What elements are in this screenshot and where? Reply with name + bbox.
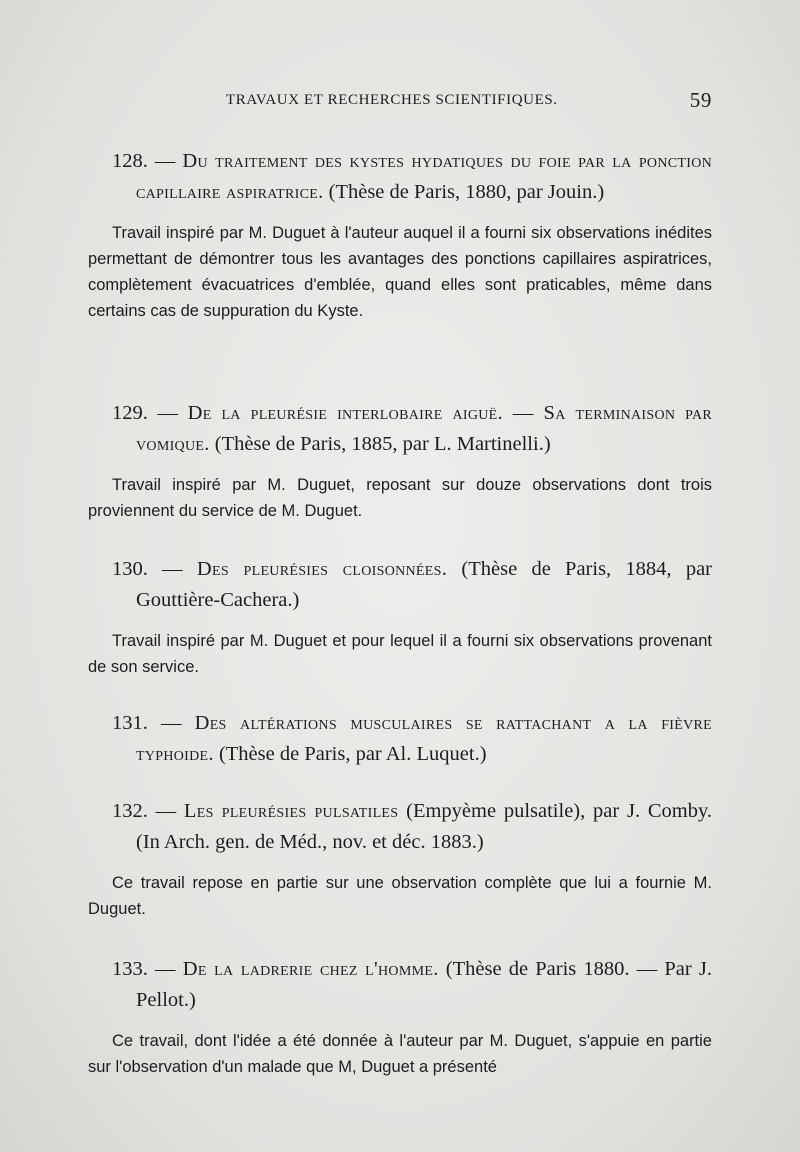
entry-dash: —	[155, 800, 177, 822]
entry-number: 129.	[112, 402, 148, 424]
entry-number: 132.	[112, 800, 148, 822]
entry-description: Ce travail repose en partie sur une observation complète que lui a fournie M. Duguet.	[88, 874, 712, 918]
entry-dash: —	[154, 150, 176, 172]
entry-reference	[112, 954, 712, 1016]
entry-title: Des pleurésies cloisonnées.	[196, 558, 448, 580]
entry-reference	[112, 146, 712, 208]
entry-reference	[112, 398, 712, 460]
page-number: 59	[689, 88, 712, 112]
entry-citation: (Thèse de Paris 1880. — Par J. Pellot.)	[136, 958, 712, 1011]
entry-title: Du traitement des kystes hydatiques du foie par la ponction capillaire aspiratrice.	[136, 150, 713, 203]
entry-number: 130.	[112, 558, 148, 580]
entry-description: Travail inspiré par M. Duguet, reposant sur douze observations dont trois proviennent du service de M. Duguet.	[88, 476, 712, 520]
entry-title: De la ladrerie chez l'homme.	[182, 958, 439, 980]
entry-131	[112, 708, 712, 770]
entry-128	[88, 146, 713, 324]
entry-title: De la pleurésie interlobaire aiguë. — Sa terminaison par vomique.	[136, 402, 713, 455]
entry-number: 128.	[112, 150, 148, 172]
entry-title: Des altérations musculaires se rattachant a la fièvre typhoide.	[136, 712, 713, 765]
entry-number: 133.	[112, 958, 148, 980]
entry-dash: —	[160, 712, 182, 734]
entry-133	[88, 954, 712, 1080]
entry-reference	[112, 554, 712, 616]
running-title: TRAVAUX ET RECHERCHES SCIENTIFIQUES.	[226, 92, 558, 108]
entry-reference	[112, 796, 712, 858]
entry-129	[88, 398, 713, 524]
entry-130	[88, 554, 712, 680]
entry-citation: (Empyème pulsatile), par J. Comby. (In Arch. gen. de Méd., nov. et déc. 1883.)	[136, 800, 712, 853]
entry-description: Ce travail, dont l'idée a été donnée à l'auteur par M. Duguet, s'appuie en partie sur l'observation d'un malade que M, Duguet a présenté	[88, 1032, 712, 1076]
entry-citation: (Thèse de Paris, 1884, par Gouttière-Cachera.)	[136, 558, 712, 611]
entry-description: Travail inspiré par M. Duguet à l'auteur auquel il a fourni six observations inédites permettant de démontrer tous les avantages des ponctions capillaires aspiratrices, complètement évacuatrices d'emblée, quand elles sont praticables, même dans certains cas de suppuration du Kyste.	[88, 224, 712, 320]
entry-reference	[112, 708, 712, 770]
entry-title: Les pleurésies pulsatiles	[183, 800, 399, 822]
entry-dash: —	[157, 402, 178, 424]
entry-description: Travail inspiré par M. Duguet et pour lequel il a fourni six observations provenant de son service.	[88, 632, 712, 676]
entry-number: 131.	[112, 712, 148, 734]
entry-citation: (Thèse de Paris, 1885, par L. Martinelli.)	[214, 433, 551, 455]
entry-dash: —	[162, 558, 183, 580]
entry-dash: —	[155, 958, 176, 980]
entry-citation: (Thèse de Paris, 1880, par Jouin.)	[328, 181, 605, 203]
entry-132	[88, 796, 712, 922]
entry-citation: (Thèse de Paris, par Al. Luquet.)	[218, 743, 487, 765]
